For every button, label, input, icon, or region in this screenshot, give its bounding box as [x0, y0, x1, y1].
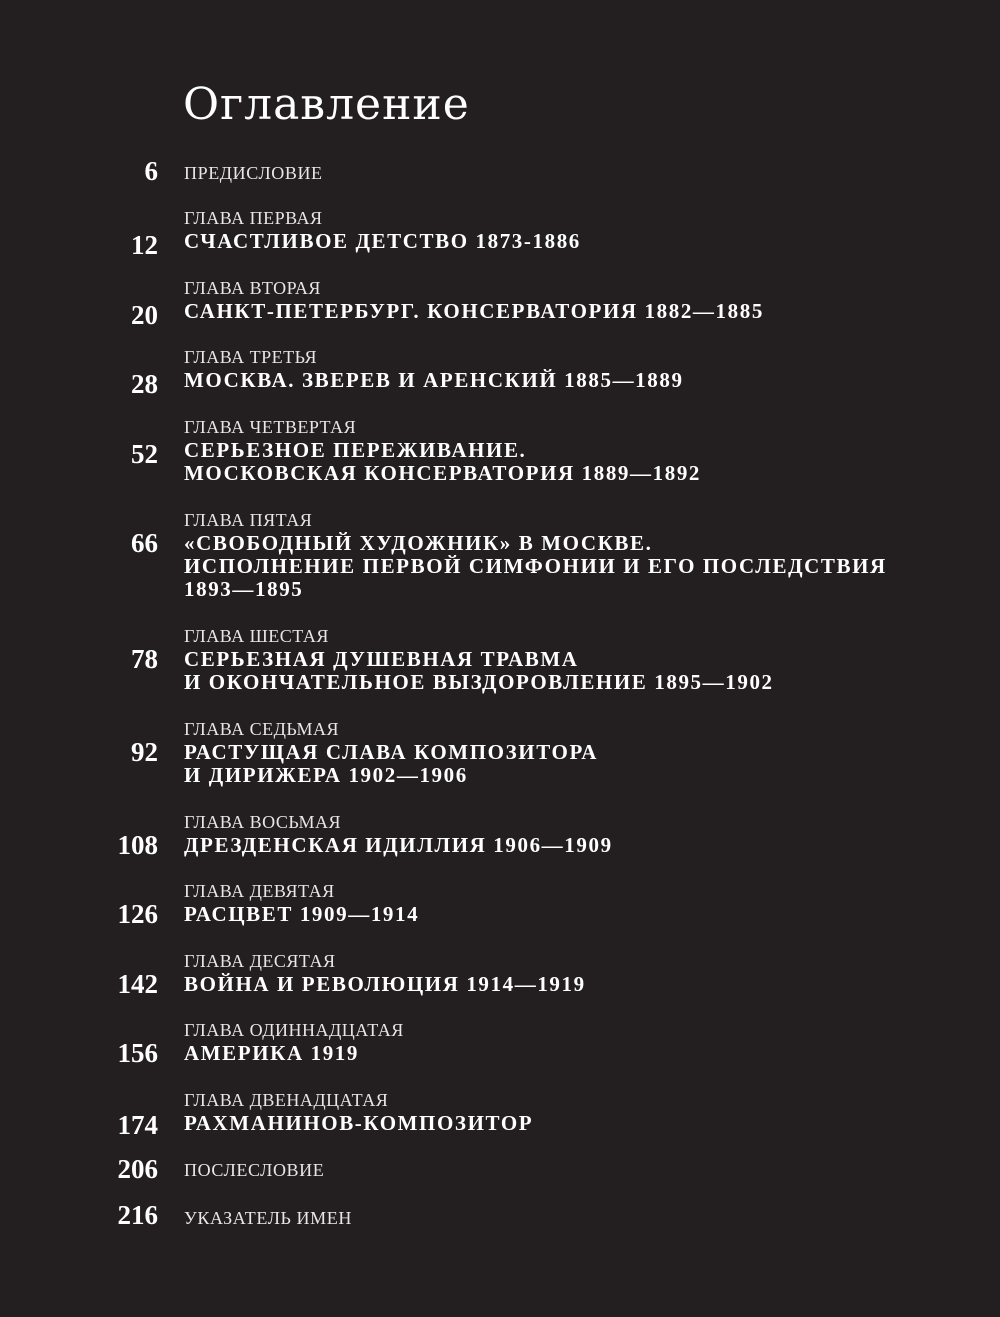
chapter-title-line: «СВОБОДНЫЙ ХУДОЖНИК» В МОСКВЕ.: [184, 531, 653, 555]
entry-title: УКАЗАТЕЛЬ ИМЕН: [184, 1208, 352, 1228]
page-number: 174: [117, 1110, 158, 1140]
chapter-label: ГЛАВА ВОСЬМАЯ: [184, 812, 341, 832]
page-title: Оглавление: [183, 79, 470, 130]
chapter-title-line: СЕРЬЕЗНАЯ ДУШЕВНАЯ ТРАВМА: [184, 647, 579, 671]
chapter-title: МОСКВА. ЗВЕРЕВ И АРЕНСКИЙ 1885—1889: [184, 368, 684, 392]
chapter-title-line: И ДИРИЖЕРА 1902—1906: [184, 763, 468, 787]
chapter-label: ГЛАВА СЕДЬМАЯ: [184, 719, 340, 739]
chapter-title-line: 1893—1895: [184, 577, 304, 601]
chapter-label: ГЛАВА ПЕРВАЯ: [184, 208, 323, 228]
chapter-label: ГЛАВА ПЯТАЯ: [184, 510, 313, 530]
page-number: 126: [117, 899, 158, 929]
chapter-title-line: РАСТУЩАЯ СЛАВА КОМПОЗИТОРА: [184, 740, 598, 764]
entry-title: ПОСЛЕСЛОВИЕ: [184, 1160, 325, 1180]
chapter-title-line: СЕРЬЕЗНОЕ ПЕРЕЖИВАНИЕ.: [184, 438, 527, 462]
page-number: 216: [117, 1200, 158, 1230]
chapter-label: ГЛАВА ДЕВЯТАЯ: [184, 881, 335, 901]
page-number: 78: [131, 644, 158, 674]
chapter-label: ГЛАВА ДВЕНАДЦАТАЯ: [184, 1090, 389, 1110]
entry-title: ПРЕДИСЛОВИЕ: [184, 163, 323, 183]
page-number: 20: [131, 300, 158, 330]
chapter-label: ГЛАВА ДЕСЯТАЯ: [184, 951, 336, 971]
chapter-label: ГЛАВА ЧЕТВЕРТАЯ: [184, 417, 357, 437]
page-number: 52: [131, 439, 158, 469]
chapter-label: ГЛАВА ШЕСТАЯ: [184, 626, 329, 646]
page-number: 142: [117, 969, 158, 999]
chapter-label: ГЛАВА ВТОРАЯ: [184, 278, 321, 298]
chapter-title-line: И ОКОНЧАТЕЛЬНОЕ ВЫЗДОРОВЛЕНИЕ 1895—1902: [184, 670, 774, 694]
page-number: 28: [131, 369, 158, 399]
chapter-label: ГЛАВА ОДИННАДЦАТАЯ: [184, 1020, 404, 1040]
chapter-label: ГЛАВА ТРЕТЬЯ: [184, 347, 318, 367]
page-number: 66: [131, 528, 158, 558]
page-number: 156: [117, 1038, 158, 1068]
page-number: 12: [131, 230, 158, 260]
chapter-title: САНКТ-ПЕТЕРБУРГ. КОНСЕРВАТОРИЯ 1882—1885: [184, 299, 764, 323]
page-number: 92: [131, 737, 158, 767]
page-number: 206: [117, 1154, 158, 1184]
chapter-title: СЧАСТЛИВОЕ ДЕТСТВО 1873-1886: [184, 229, 581, 253]
chapter-title: РАХМАНИНОВ-КОМПОЗИТОР: [184, 1111, 534, 1135]
page-number: 108: [117, 830, 158, 860]
chapter-title-line: ИСПОЛНЕНИЕ ПЕРВОЙ СИМФОНИИ И ЕГО ПОСЛЕДСТВИЯ: [184, 554, 887, 578]
chapter-title: РАСЦВЕТ 1909—1914: [184, 902, 420, 926]
chapter-title-line: МОСКОВСКАЯ КОНСЕРВАТОРИЯ 1889—1892: [184, 461, 702, 485]
chapter-title: ДРЕЗДЕНСКАЯ ИДИЛЛИЯ 1906—1909: [184, 833, 613, 857]
page-number: 6: [144, 156, 158, 186]
chapter-title: АМЕРИКА 1919: [184, 1041, 359, 1065]
chapter-title: ВОЙНА И РЕВОЛЮЦИЯ 1914—1919: [184, 972, 586, 996]
